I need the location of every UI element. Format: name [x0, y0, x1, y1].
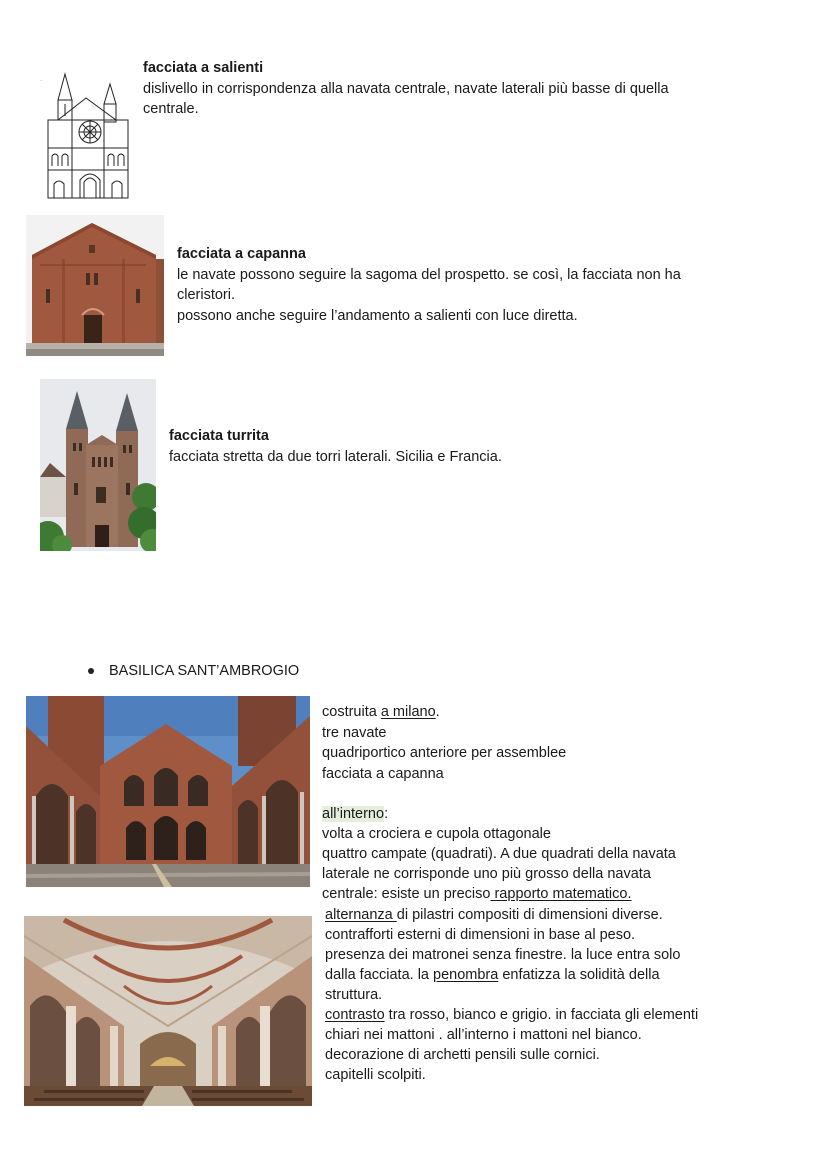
description-line: decorazione di archetti pensili sulle cornici.	[325, 1047, 600, 1063]
section-text-line: cleristori.	[177, 287, 236, 303]
description-line: contrafforti esterni di dimensioni in base al peso.	[325, 927, 636, 943]
text-span: centrale: esiste un preciso	[322, 886, 491, 902]
description-line	[325, 965, 660, 986]
description-line: quattro campate (quadrati). A due quadrati della navata	[322, 846, 676, 862]
description-line: quadriportico anteriore per assemblee	[322, 745, 567, 761]
text-span: dalla facciata. la	[325, 967, 434, 983]
section-text-line: possono anche seguire l’andamento a salienti con luce diretta.	[177, 307, 578, 324]
basilica-exterior-photo	[26, 696, 310, 887]
highlighted-text: all’interno	[322, 806, 385, 822]
description-line: chiari nei mattoni . all’interno i mattoni nel bianco.	[325, 1027, 642, 1043]
section-text-line: centrale.	[143, 101, 199, 117]
description-line	[322, 884, 632, 905]
description-line	[325, 905, 663, 926]
section-text-line: le navate possono seguire la sagoma del prospetto. se così, la facciata non ha	[177, 266, 681, 283]
underlined-text: alternanza	[325, 907, 397, 923]
text-span: costruita	[322, 704, 381, 720]
text-span: di pilastri compositi di dimensioni diverse.	[396, 907, 663, 923]
text-span: .	[435, 704, 440, 720]
text-span: enfatizza la solidità della	[498, 967, 660, 983]
basilica-interior-photo	[24, 916, 312, 1106]
description-line: capitelli scolpiti.	[325, 1067, 426, 1083]
text-span: :	[384, 806, 389, 822]
salienti-drawing	[38, 70, 134, 200]
description-line: presenza dei matronei senza finestre. la luce entra solo	[325, 947, 681, 963]
description-line	[322, 702, 440, 723]
bullet-dot	[88, 668, 94, 674]
svg-text:~: ~	[40, 78, 43, 83]
text-span: tra rosso, bianco e grigio. in facciata gli elementi	[384, 1007, 699, 1023]
capanna-photo	[26, 215, 164, 356]
section-title: facciata a capanna	[177, 246, 306, 262]
section-title: facciata turrita	[169, 428, 269, 444]
description-line: laterale ne corrisponde uno più grosso della navata	[322, 866, 651, 882]
description-line: volta a crociera e cupola ottagonale	[322, 826, 551, 842]
bullet-heading: BASILICA SANT’AMBROGIO	[109, 663, 300, 679]
turrita-photo	[40, 379, 156, 551]
underlined-text: contrasto	[325, 1007, 385, 1023]
section-title: facciata a salienti	[143, 60, 264, 76]
description-line: tre navate	[322, 724, 387, 741]
description-line	[325, 1005, 698, 1026]
interno-heading	[322, 804, 388, 825]
description-line: struttura.	[325, 987, 383, 1003]
underlined-text: penombra	[433, 967, 499, 983]
underlined-text: a milano	[380, 704, 436, 720]
underlined-text: rapporto matematico.	[490, 886, 632, 902]
section-text-line: dislivello in corrispondenza alla navata centrale, navate laterali più basse di quella	[143, 80, 669, 97]
description-line: facciata a capanna	[322, 765, 444, 782]
section-text-line: facciata stretta da due torri laterali. Sicilia e Francia.	[169, 448, 502, 465]
